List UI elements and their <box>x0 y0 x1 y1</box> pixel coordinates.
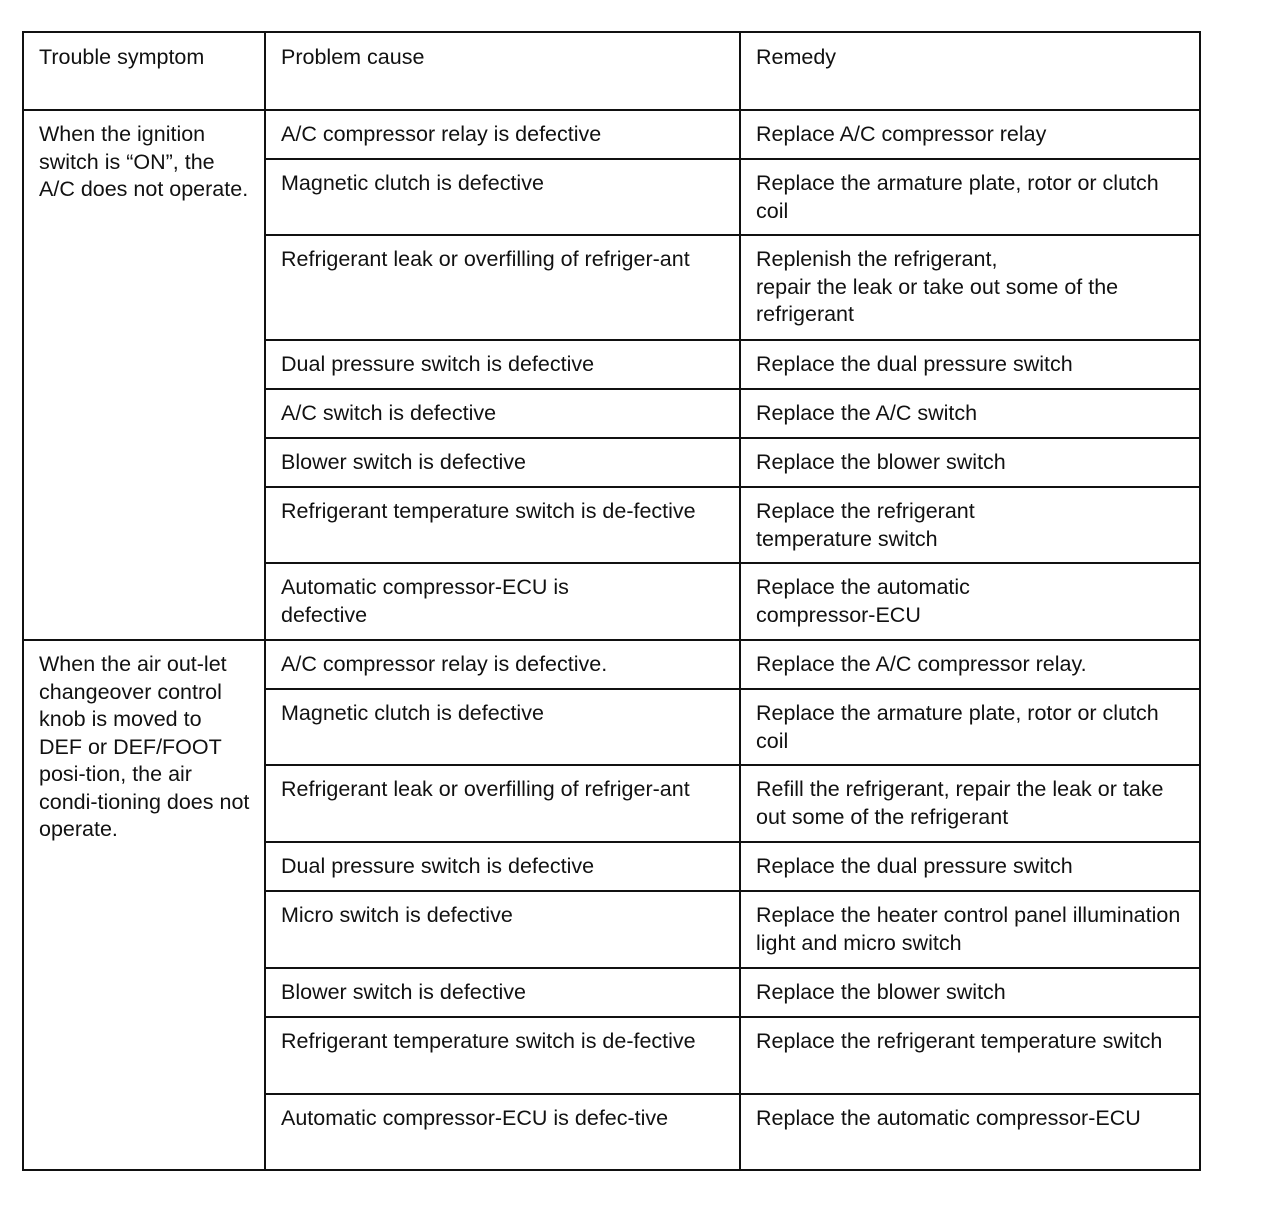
header-remedy: Remedy <box>740 32 1200 110</box>
remedy-cell: Replace the armature plate, rotor or clutch coil <box>740 159 1200 235</box>
remedy-cell: Replace the blower switch <box>740 438 1200 487</box>
remedy-cell: Replace the blower switch <box>740 968 1200 1017</box>
cause-cell: A/C switch is defective <box>265 389 740 438</box>
remedy-cell: Replace the automatic compressor-ECU <box>740 1094 1200 1170</box>
remedy-cell: Replace the refrigerant temperature switch <box>740 1017 1200 1094</box>
remedy-cell: Replace A/C compressor relay <box>740 110 1200 159</box>
cause-cell: Dual pressure switch is defective <box>265 842 740 891</box>
header-row <box>23 32 1200 110</box>
cause-cell: Refrigerant temperature switch is de-fective <box>265 487 740 563</box>
header-trouble-symptom: Trouble symptom <box>23 32 265 110</box>
cause-cell: Refrigerant leak or overfilling of refriger-ant <box>265 235 740 340</box>
table-row <box>23 110 1200 159</box>
cause-cell: Automatic compressor-ECU is defec-tive <box>265 1094 740 1170</box>
cause-cell: Magnetic clutch is defective <box>265 689 740 765</box>
cause-cell: Blower switch is defective <box>265 968 740 1017</box>
cause-cell: A/C compressor relay is defective. <box>265 640 740 689</box>
cause-cell: Refrigerant leak or overfilling of refriger-ant <box>265 765 740 842</box>
cause-cell: Refrigerant temperature switch is de-fective <box>265 1017 740 1094</box>
remedy-cell: Replace the A/C compressor relay. <box>740 640 1200 689</box>
remedy-cell: Replenish the refrigerant, repair the leak or take out some of the refrigerant <box>740 235 1200 340</box>
cause-cell: Micro switch is defective <box>265 891 740 968</box>
remedy-cell: Replace the automatic compressor-ECU <box>740 563 1200 640</box>
header-problem-cause: Problem cause <box>265 32 740 110</box>
cause-cell: Magnetic clutch is defective <box>265 159 740 235</box>
remedy-cell: Replace the armature plate, rotor or clutch coil <box>740 689 1200 765</box>
remedy-cell: Replace the dual pressure switch <box>740 340 1200 389</box>
cause-cell: A/C compressor relay is defective <box>265 110 740 159</box>
cause-cell: Automatic compressor-ECU is defective <box>265 563 740 640</box>
symptom-cell: When the air out-let changeover control knob is moved to DEF or DEF/FOOT posi-tion, the air condi-tioning does not operate. <box>23 640 265 1170</box>
remedy-cell: Replace the refrigerant temperature switch <box>740 487 1200 563</box>
remedy-cell: Replace the A/C switch <box>740 389 1200 438</box>
cause-cell: Blower switch is defective <box>265 438 740 487</box>
remedy-cell: Replace the dual pressure switch <box>740 842 1200 891</box>
remedy-cell: Replace the heater control panel illumination light and micro switch <box>740 891 1200 968</box>
remedy-cell: Refill the refrigerant, repair the leak or take out some of the refrigerant <box>740 765 1200 842</box>
table-row <box>23 640 1200 689</box>
troubleshooting-table <box>22 31 1201 1171</box>
cause-cell: Dual pressure switch is defective <box>265 340 740 389</box>
symptom-cell: When the ignition switch is “ON”, the A/C does not operate. <box>23 110 265 640</box>
